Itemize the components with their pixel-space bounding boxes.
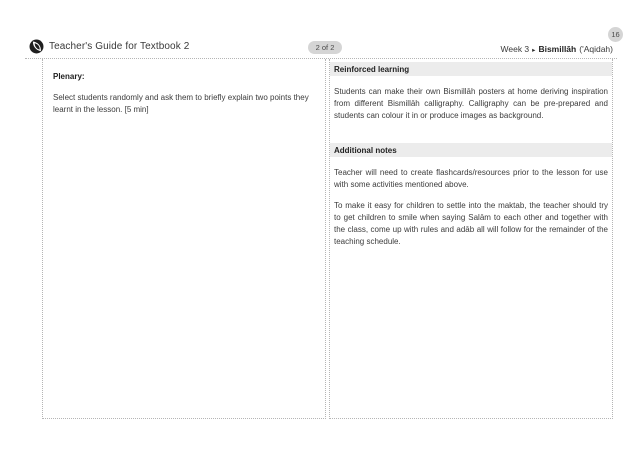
plenary-heading: Plenary:: [53, 72, 85, 81]
reinforced-learning-heading: Reinforced learning: [334, 64, 410, 74]
breadcrumb-arrow-icon: ▸: [532, 46, 536, 54]
header-brand: [29, 39, 189, 54]
additional-notes-paragraph-2: To make it easy for children to settle into the maktab, the teacher should try to get children to smile when saying Salām to each other and together with the class, come up with rules and adāb all will follow for the remainder of the teaching schedule.: [334, 201, 608, 246]
page-number-badge: 16: [608, 27, 623, 42]
pagination-badge: 2 of 2: [308, 41, 342, 54]
reinforced-learning-paragraph: Students can make their own Bismillāh posters at home deriving inspiration from different Bismillāh calligraphy. Calligraphy can be pre-prepared and students can colour it in or produce images as background.: [334, 87, 608, 120]
plenary-body-text: Select students randomly and ask them to briefly explain two points they learnt in the lesson. [5 min]: [53, 93, 309, 114]
publisher-logo-icon: [29, 39, 44, 54]
breadcrumb-week: Week 3: [500, 44, 530, 54]
plenary-panel: [42, 59, 326, 419]
additional-notes-heading: Additional notes: [334, 145, 397, 155]
additional-notes-paragraph-1: Teacher will need to create flashcards/resources prior to the lesson for use with some activities mentioned above.: [334, 168, 608, 189]
reinforced-learning-header-bar: [330, 62, 612, 76]
header-title: Teacher's Guide for Textbook 2: [49, 41, 190, 52]
breadcrumb-subject: ('Aqidah): [579, 44, 613, 54]
notes-panel: [329, 59, 613, 419]
breadcrumb-lesson: Bismillāh: [538, 44, 577, 54]
breadcrumb: [501, 44, 614, 54]
additional-notes-header-bar: [330, 143, 612, 157]
